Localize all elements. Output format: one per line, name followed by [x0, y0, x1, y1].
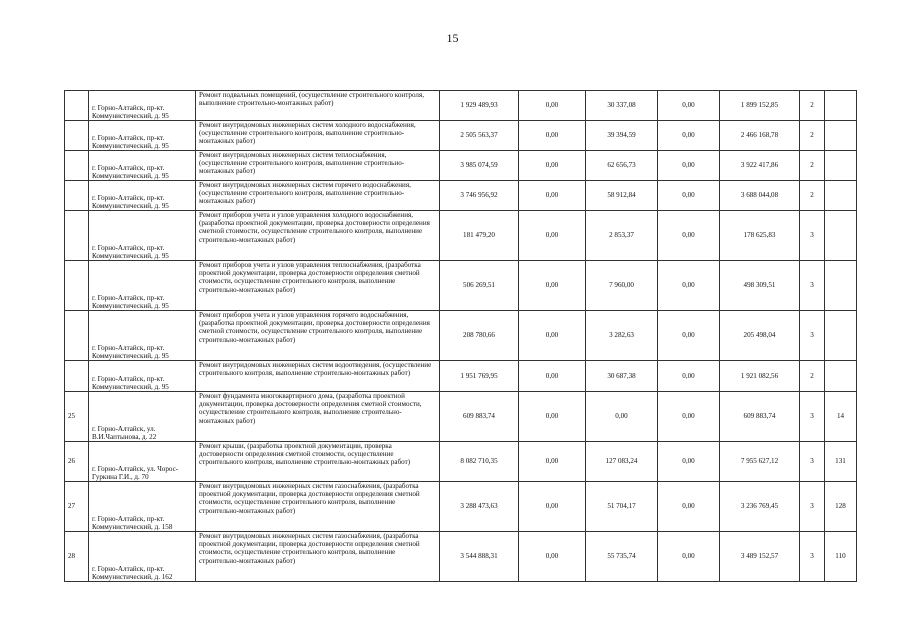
address-cell: г. Горно-Алтайск, пр-кт. Коммунистический, д. 95	[89, 211, 196, 261]
local-budget-cell: 0,00	[658, 211, 720, 261]
owners-funds-cell: 1 921 082,56	[720, 361, 800, 392]
regional-budget-cell: 51 704,17	[586, 482, 658, 532]
local-budget-cell: 0,00	[658, 392, 720, 442]
method-cell: 2	[800, 91, 825, 121]
fund-cost-cell: 0,00	[519, 442, 586, 482]
work-type-cell: Ремонт фундамента многоквартирного дома, (разработка проектной документации, проверка достоверности определения сметной стоимости, осуществление строительного контроля, выполнение строительно-монтажных работ)	[196, 392, 440, 442]
address-cell: г. Горно-Алтайск, пр-кт. Коммунистический, д. 95	[89, 91, 196, 121]
address-cell: г. Горно-Алтайск, пр-кт. Коммунистический, д. 95	[89, 361, 196, 392]
method-cell: 2	[800, 151, 825, 181]
table-row	[65, 91, 857, 121]
regional-budget-cell: 30 337,08	[586, 91, 658, 121]
total-cost-cell: 506 269,51	[440, 261, 519, 311]
count-cell: 131	[825, 442, 857, 482]
local-budget-cell: 0,00	[658, 482, 720, 532]
local-budget-cell: 0,00	[658, 151, 720, 181]
work-type-cell: Ремонт приборов учета и узлов управления холодного водоснабжения, (разработка проектной документации, проверка достоверности определения сметной стоимости, осуществление строительного контроля, выполнение строительно-монтажных работ)	[196, 211, 440, 261]
regional-budget-cell: 55 735,74	[586, 532, 658, 582]
owners-funds-cell: 498 309,51	[720, 261, 800, 311]
total-cost-cell: 1 951 769,95	[440, 361, 519, 392]
fund-cost-cell: 0,00	[519, 532, 586, 582]
count-cell: 14	[825, 392, 857, 442]
total-cost-cell: 3 985 074,59	[440, 151, 519, 181]
row-number	[65, 211, 89, 261]
work-type-cell: Ремонт приборов учета и узлов управления теплоснабжения, (разработка проектной документации, проверка достоверности определения сметной стоимости, осуществление строительного контроля, выполнение строительно-монтажных работ)	[196, 261, 440, 311]
regional-budget-cell: 7 960,00	[586, 261, 658, 311]
method-cell: 3	[800, 442, 825, 482]
address-cell: г. Горно-Алтайск, пр-кт. Коммунистический, д. 95	[89, 121, 196, 151]
row-number: 28	[65, 532, 89, 582]
method-cell: 3	[800, 482, 825, 532]
table-row	[65, 151, 857, 181]
fund-cost-cell: 0,00	[519, 211, 586, 261]
local-budget-cell: 0,00	[658, 442, 720, 482]
local-budget-cell: 0,00	[658, 532, 720, 582]
count-cell	[825, 311, 857, 361]
row-number: 25	[65, 392, 89, 442]
local-budget-cell: 0,00	[658, 261, 720, 311]
work-type-cell: Ремонт внутридомовых инженерных систем теплоснабжения, (осуществление строительного контроля, выполнение строительно-монтажных работ)	[196, 151, 440, 181]
method-cell: 3	[800, 392, 825, 442]
count-cell	[825, 151, 857, 181]
page-number: 15	[446, 31, 459, 45]
table-row	[65, 392, 857, 442]
address-cell: г. Горно-Алтайск, пр-кт. Коммунистический, д. 158	[89, 482, 196, 532]
fund-cost-cell: 0,00	[519, 482, 586, 532]
regional-budget-cell: 0,00	[586, 392, 658, 442]
work-type-cell: Ремонт крыши, (разработка проектной документации, проверка достоверности определения сметной стоимости, осуществление строительного контроля, выполнение строительно-монтажных работ)	[196, 442, 440, 482]
total-cost-cell: 609 883,74	[440, 392, 519, 442]
fund-cost-cell: 0,00	[519, 311, 586, 361]
total-cost-cell: 8 082 710,35	[440, 442, 519, 482]
fund-cost-cell: 0,00	[519, 91, 586, 121]
method-cell: 3	[800, 211, 825, 261]
method-cell: 3	[800, 532, 825, 582]
owners-funds-cell: 3 236 769,45	[720, 482, 800, 532]
count-cell: 128	[825, 482, 857, 532]
regional-budget-cell: 3 282,63	[586, 311, 658, 361]
method-cell: 2	[800, 181, 825, 211]
row-number	[65, 311, 89, 361]
total-cost-cell: 2 505 563,37	[440, 121, 519, 151]
regional-budget-cell: 58 912,84	[586, 181, 658, 211]
owners-funds-cell: 3 688 044,08	[720, 181, 800, 211]
table-row	[65, 211, 857, 261]
count-cell	[825, 261, 857, 311]
local-budget-cell: 0,00	[658, 361, 720, 392]
address-cell: г. Горно-Алтайск, пр-кт. Коммунистический, д. 95	[89, 181, 196, 211]
address-cell: г. Горно-Алтайск, ул. В.И.Чаптынова, д. 22	[89, 392, 196, 442]
owners-funds-cell: 609 883,74	[720, 392, 800, 442]
work-type-cell: Ремонт подвальных помещений, (осуществление строительного контроля, выполнение строительно-монтажных работ)	[196, 91, 440, 121]
total-cost-cell: 3 544 888,31	[440, 532, 519, 582]
row-number	[65, 91, 89, 121]
address-cell: г. Горно-Алтайск, пр-кт. Коммунистический, д. 95	[89, 151, 196, 181]
work-type-cell: Ремонт приборов учета и узлов управления горячего водоснабжения, (разработка проектной документации, проверка достоверности определения сметной стоимости, осуществление строительного контроля, выполнение строительно-монтажных работ)	[196, 311, 440, 361]
owners-funds-cell: 3 489 152,57	[720, 532, 800, 582]
method-cell: 3	[800, 311, 825, 361]
address-cell: г. Горно-Алтайск, пр-кт. Коммунистический, д. 95	[89, 311, 196, 361]
local-budget-cell: 0,00	[658, 91, 720, 121]
count-cell: 110	[825, 532, 857, 582]
regional-budget-cell: 127 083,24	[586, 442, 658, 482]
owners-funds-cell: 3 922 417,86	[720, 151, 800, 181]
address-cell: г. Горно-Алтайск, ул. Чорос-Гуркина Г.И., д. 70	[89, 442, 196, 482]
row-number	[65, 181, 89, 211]
count-cell	[825, 181, 857, 211]
local-budget-cell: 0,00	[658, 311, 720, 361]
regional-budget-cell: 39 394,59	[586, 121, 658, 151]
fund-cost-cell: 0,00	[519, 261, 586, 311]
owners-funds-cell: 1 899 152,85	[720, 91, 800, 121]
count-cell	[825, 211, 857, 261]
method-cell: 3	[800, 261, 825, 311]
owners-funds-cell: 2 466 168,78	[720, 121, 800, 151]
row-number	[65, 151, 89, 181]
table-row	[65, 261, 857, 311]
work-type-cell: Ремонт внутридомовых инженерных систем водоотведения, (осуществление строительного контроля, выполнение строительно-монтажных работ)	[196, 361, 440, 392]
local-budget-cell: 0,00	[658, 121, 720, 151]
total-cost-cell: 3 288 473,63	[440, 482, 519, 532]
work-type-cell: Ремонт внутридомовых инженерных систем газоснабжения, (разработка проектной документации, проверка достоверности определения сметной стоимости, осуществление строительного контроля, выполнение строительно-монтажных работ)	[196, 532, 440, 582]
local-budget-cell: 0,00	[658, 181, 720, 211]
row-number: 26	[65, 442, 89, 482]
work-type-cell: Ремонт внутридомовых инженерных систем горячего водоснабжения, (осуществление строительного контроля, выполнение строительно-монтажных работ)	[196, 181, 440, 211]
fund-cost-cell: 0,00	[519, 361, 586, 392]
row-number	[65, 121, 89, 151]
table-row	[65, 532, 857, 582]
owners-funds-cell: 205 498,04	[720, 311, 800, 361]
count-cell	[825, 121, 857, 151]
table-row	[65, 482, 857, 532]
work-type-cell: Ремонт внутридомовых инженерных систем холодного водоснабжения, (осуществление строительного контроля, выполнение строительно-монтажных работ)	[196, 121, 440, 151]
table-row	[65, 311, 857, 361]
table-row	[65, 121, 857, 151]
table-row	[65, 181, 857, 211]
repair-program-table	[64, 90, 857, 582]
work-type-cell: Ремонт внутридомовых инженерных систем газоснабжения, (разработка проектной документации, проверка достоверности определения сметной стоимости, осуществление строительного контроля, выполнение строительно-монтажных работ)	[196, 482, 440, 532]
row-number: 27	[65, 482, 89, 532]
fund-cost-cell: 0,00	[519, 392, 586, 442]
table-row	[65, 361, 857, 392]
total-cost-cell: 3 746 956,92	[440, 181, 519, 211]
fund-cost-cell: 0,00	[519, 151, 586, 181]
method-cell: 2	[800, 361, 825, 392]
total-cost-cell: 1 929 489,93	[440, 91, 519, 121]
regional-budget-cell: 2 853,37	[586, 211, 658, 261]
owners-funds-cell: 7 955 627,12	[720, 442, 800, 482]
row-number	[65, 361, 89, 392]
address-cell: г. Горно-Алтайск, пр-кт. Коммунистический, д. 95	[89, 261, 196, 311]
count-cell	[825, 361, 857, 392]
total-cost-cell: 208 780,66	[440, 311, 519, 361]
fund-cost-cell: 0,00	[519, 121, 586, 151]
regional-budget-cell: 62 656,73	[586, 151, 658, 181]
method-cell: 2	[800, 121, 825, 151]
total-cost-cell: 181 479,20	[440, 211, 519, 261]
count-cell	[825, 91, 857, 121]
row-number	[65, 261, 89, 311]
owners-funds-cell: 178 625,83	[720, 211, 800, 261]
address-cell: г. Горно-Алтайск, пр-кт. Коммунистический, д. 162	[89, 532, 196, 582]
regional-budget-cell: 30 687,38	[586, 361, 658, 392]
fund-cost-cell: 0,00	[519, 181, 586, 211]
table-row	[65, 442, 857, 482]
